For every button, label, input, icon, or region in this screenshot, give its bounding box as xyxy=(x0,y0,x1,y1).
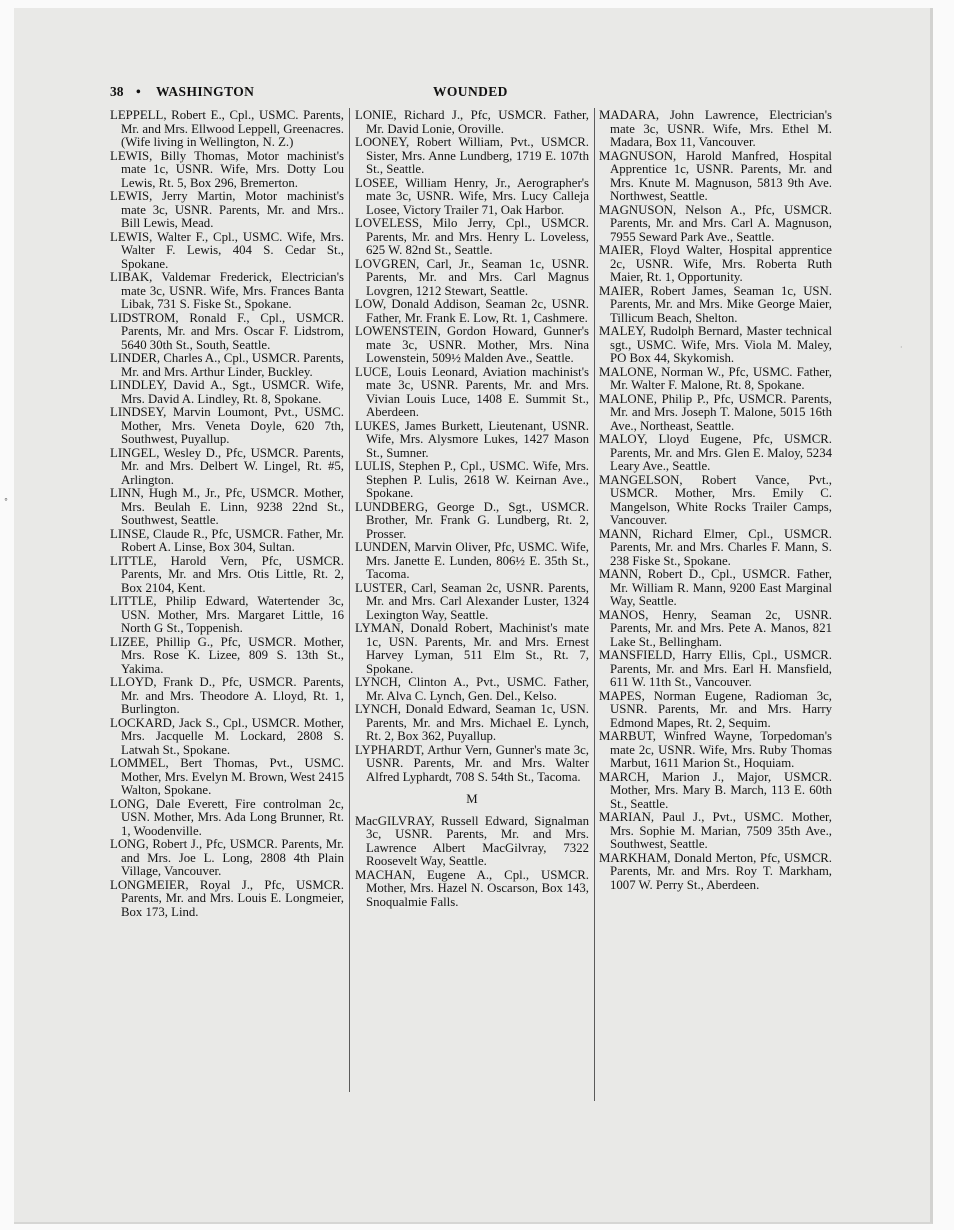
casualty-entry: MALONE, Philip P., Pfc, USMCR. Parents, Mr. and Mrs. Joseph T. Malone, 5015 16th Ave., Northeast, Seattle. xyxy=(599,391,832,433)
casualty-entry: LITTLE, Harold Vern, Pfc, USMCR. Parents, Mr. and Mrs. Otis Little, Rt. 2, Box 2104, Kent. xyxy=(110,553,344,595)
column-divider xyxy=(594,108,595,1101)
casualty-entry: MAIER, Robert James, Seaman 1c, USN. Parents, Mr. and Mrs. Mike George Maier, Tillicum Beach, Shelton. xyxy=(599,283,832,325)
scan-speck: ° xyxy=(4,497,8,506)
column-divider xyxy=(349,108,350,1092)
casualty-entry: LINDLEY, David A., Sgt., USMCR. Wife, Mrs. David A. Lindley, Rt. 8, Spokane. xyxy=(110,378,344,406)
casualty-entry: MANN, Richard Elmer, Cpl., USMCR. Parents, Mr. and Mrs. Charles F. Mann, S. 238 Fiske St., Spokane. xyxy=(599,526,832,568)
column-2 xyxy=(355,109,589,909)
casualty-entry: LINSE, Claude R., Pfc, USMCR. Father, Mr. Robert A. Linse, Box 304, Sultan. xyxy=(110,526,344,554)
page-header xyxy=(110,84,832,102)
casualty-entry: MANSFIELD, Harry Ellis, Cpl., USMCR. Parents, Mr. and Mrs. Earl H. Mansfield, 611 W. 11th St., Vancouver. xyxy=(599,648,832,689)
casualty-entry: MAPES, Norman Eugene, Radioman 3c, USNR. Parents, Mr. and Mrs. Harry Edmond Mapes, Rt. 2, Sequim. xyxy=(599,688,832,730)
section-title: WOUNDED xyxy=(433,84,508,99)
column-1 xyxy=(110,109,344,919)
casualty-entry: MARBUT, Winfred Wayne, Torpedoman's mate 2c, USNR. Wife, Mrs. Ruby Thomas Marbut, 1611 Marion St., Hoquiam. xyxy=(599,729,832,770)
header-bullet: • xyxy=(136,84,141,99)
casualty-entry: MALONE, Norman W., Pfc, USMC. Father, Mr. Walter F. Malone, Rt. 8, Spokane. xyxy=(599,364,832,392)
casualty-entry: MALEY, Rudolph Bernard, Master technical sgt., USMC. Wife, Mrs. Viola M. Maley, PO Box 44, Skykomish. xyxy=(599,324,832,365)
casualty-entry: LOMMEL, Bert Thomas, Pvt., USMC. Mother, Mrs. Evelyn M. Brown, West 2415 Walton, Spokane. xyxy=(110,756,344,797)
casualty-entry: LEWIS, Billy Thomas, Motor machinist's mate 1c, USNR. Wife, Mrs. Dotty Lou Lewis, Rt. 5, Box 296, Bremerton. xyxy=(110,148,344,190)
casualty-entry: MADARA, John Lawrence, Electrician's mate 3c, USNR. Wife, Mrs. Ethel M. Madara, Box 11, Vancouver. xyxy=(599,108,832,149)
casualty-entry: LYPHARDT, Arthur Vern, Gunner's mate 3c, USNR. Parents, Mr. and Mrs. Walter Alfred Lyphardt, 708 S. 54th St., Tacoma. xyxy=(355,742,589,784)
casualty-entry: MARKHAM, Donald Merton, Pfc, USMCR. Parents, Mr. and Mrs. Roy T. Markham, 1007 W. Perry St., Aberdeen. xyxy=(599,850,832,892)
casualty-entry: LIZEE, Phillip G., Pfc, USMCR. Mother, Mrs. Rose K. Lizee, 809 S. 13th St., Yakima. xyxy=(110,634,344,676)
casualty-entry: MARIAN, Paul J., Pvt., USMC. Mother, Mrs. Sophie M. Marian, 7509 35th Ave., Southwest, Seattle. xyxy=(599,810,832,851)
casualty-entry: LONG, Dale Everett, Fire controlman 2c, USN. Mother, Mrs. Ada Long Brunner, Rt. 1, Woodenville. xyxy=(110,796,344,838)
casualty-entry: LOSEE, William Henry, Jr., Aerographer's mate 3c, USNR. Wife, Mrs. Lucy Calleja Losee, Victory Trailer 71, Oak Harbor. xyxy=(355,175,589,217)
casualty-entry: LIBAK, Valdemar Frederick, Electrician's mate 3c, USNR. Wife, Mrs. Frances Banta Libak, 731 S. Fiske St., Spokane. xyxy=(110,270,344,311)
casualty-entry: LITTLE, Philip Edward, Watertender 3c, USN. Mother, Mrs. Margaret Little, 16 North G St., Toppenish. xyxy=(110,594,344,635)
casualty-entry: MALOY, Lloyd Eugene, Pfc, USMCR. Parents, Mr. and Mrs. Glen E. Maloy, 5234 Leary Ave., Seattle. xyxy=(599,432,832,473)
casualty-entry: LINGEL, Wesley D., Pfc, USMCR. Parents, Mr. and Mrs. Delbert W. Lingel, Rt. #5, Arlington. xyxy=(110,445,344,487)
page-number: 38 xyxy=(110,84,124,99)
casualty-entry: LOVELESS, Milo Jerry, Cpl., USMCR. Parents, Mr. and Mrs. Henry L. Loveless, 625 W. 82nd St., Seattle. xyxy=(355,216,589,257)
casualty-entry: LOWENSTEIN, Gordon Howard, Gunner's mate 3c, USNR. Mother, Mrs. Nina Lowenstein, 509½ Malden Ave., Seattle. xyxy=(355,324,589,365)
casualty-entry: LUNDBERG, George D., Sgt., USMCR. Brother, Mr. Frank G. Lundberg, Rt. 2, Prosser. xyxy=(355,499,589,541)
casualty-entry: MANGELSON, Robert Vance, Pvt., USMCR. Mother, Mrs. Emily C. Mangelson, White Rocks Trailer Camps, Vancouver. xyxy=(599,472,832,527)
casualty-entry: LINN, Hugh M., Jr., Pfc, USMCR. Mother, Mrs. Beulah E. Linn, 9238 22nd St., Southwest, Seattle. xyxy=(110,486,344,527)
casualty-entry: LOONEY, Robert William, Pvt., USMCR. Sister, Mrs. Anne Lundberg, 1719 E. 107th St., Seattle. xyxy=(355,135,589,176)
casualty-entry: LYNCH, Clinton A., Pvt., USMC. Father, Mr. Alva C. Lynch, Gen. Del., Kelso. xyxy=(355,675,589,703)
casualty-entry: MANN, Robert D., Cpl., USMCR. Father, Mr. William R. Mann, 9200 East Marginal Way, Seattle. xyxy=(599,567,832,608)
column-3 xyxy=(599,109,832,892)
casualty-entry: LINDSEY, Marvin Loumont, Pvt., USMC. Mother, Mrs. Veneta Doyle, 620 7th, Southwest, Puyallup. xyxy=(110,405,344,446)
casualty-entry: MARCH, Marion J., Major, USMCR. Mother, Mrs. Mary B. March, 113 E. 60th St., Seattle. xyxy=(599,769,832,811)
casualty-entry: LONIE, Richard J., Pfc, USMCR. Father, Mr. David Lonie, Oroville. xyxy=(355,108,589,136)
casualty-entry: MANOS, Henry, Seaman 2c, USNR. Parents, Mr. and Mrs. Pete A. Manos, 821 Lake St., Bellingham. xyxy=(599,607,832,649)
casualty-entry: LOCKARD, Jack S., Cpl., USMCR. Mother, Mrs. Jacquelle M. Lockard, 2808 S. Latwah St., Spokane. xyxy=(110,715,344,757)
casualty-entry: LINDER, Charles A., Cpl., USMCR. Parents, Mr. and Mrs. Arthur Linder, Buckley. xyxy=(110,351,344,379)
casualty-entry: MACHAN, Eugene A., Cpl., USMCR. Mother, Mrs. Hazel N. Oscarson, Box 143, Snoqualmie Falls. xyxy=(355,867,589,909)
state-title: WASHINGTON xyxy=(156,84,255,99)
casualty-entry: LEPPELL, Robert E., Cpl., USMC. Parents, Mr. and Mrs. Ellwood Leppell, Greenacres. (Wife living in Wellington, N. Z.) xyxy=(110,108,344,149)
casualty-entry: LLOYD, Frank D., Pfc, USMCR. Parents, Mr. and Mrs. Theodore A. Lloyd, Rt. 1, Burlington. xyxy=(110,675,344,716)
casualty-entry: LOW, Donald Addison, Seaman 2c, USNR. Father, Mr. Frank E. Low, Rt. 1, Cashmere. xyxy=(355,297,589,325)
casualty-entry: LEWIS, Jerry Martin, Motor machinist's mate 3c, USNR. Parents, Mr. and Mrs.. Bill Lewis, Mead. xyxy=(110,189,344,230)
scan-speck: · xyxy=(900,343,903,352)
casualty-entry: LUCE, Louis Leonard, Aviation machinist's mate 3c, USNR. Parents, Mr. and Mrs. Vivian Louis Luce, 1408 E. Summit St., Aberdeen. xyxy=(355,364,589,419)
casualty-entry: LYNCH, Donald Edward, Seaman 1c, USN. Parents, Mr. and Mrs. Michael E. Lynch, Rt. 2, Box 362, Puyallup. xyxy=(355,702,589,743)
casualty-entry: LIDSTROM, Ronald F., Cpl., USMCR. Parents, Mr. and Mrs. Oscar F. Lidstrom, 5640 30th St., South, Seattle. xyxy=(110,310,344,352)
casualty-entry: LONGMEIER, Royal J., Pfc, USMCR. Parents, Mr. and Mrs. Louis E. Longmeier, Box 173, Lind. xyxy=(110,877,344,919)
casualty-entry: MAGNUSON, Nelson A., Pfc, USMCR. Parents, Mr. and Mrs. Carl A. Magnuson, 7955 Seward Park Ave., Seattle. xyxy=(599,202,832,244)
casualty-entry: LULIS, Stephen P., Cpl., USMC. Wife, Mrs. Stephen P. Lulis, 2618 W. Keirnan Ave., Spokane. xyxy=(355,459,589,500)
casualty-entry: MAIER, Floyd Walter, Hospital apprentice 2c, USNR. Wife, Mrs. Roberta Ruth Maier, Rt. 1, Opportunity. xyxy=(599,243,832,284)
casualty-entry: LOVGREN, Carl, Jr., Seaman 1c, USNR. Parents, Mr. and Mrs. Carl Magnus Lovgren, 1212 Stewart, Seattle. xyxy=(355,256,589,298)
casualty-entry: LUNDEN, Marvin Oliver, Pfc, USMC. Wife, Mrs. Janette E. Lunden, 806½ E. 35th St., Tacoma. xyxy=(355,540,589,581)
casualty-entry: LUSTER, Carl, Seaman 2c, USNR. Parents, Mr. and Mrs. Carl Alexander Luster, 1324 Lexington Way, Seattle. xyxy=(355,580,589,622)
casualty-entry: MAGNUSON, Harold Manfred, Hospital Apprentice 1c, USNR. Parents, Mr. and Mrs. Knute M. Magnuson, 5813 9th Ave. Northwest, Seattle. xyxy=(599,148,832,203)
casualty-entry: LONG, Robert J., Pfc, USMCR. Parents, Mr. and Mrs. Joe L. Long, 2808 4th Plain Village, Vancouver. xyxy=(110,837,344,878)
casualty-entry: LYMAN, Donald Robert, Machinist's mate 1c, USN. Parents, Mr. and Mrs. Ernest Harvey Lyman, 511 Elm St., Rt. 7, Spokane. xyxy=(355,621,589,676)
letter-heading: M xyxy=(466,792,478,806)
casualty-entry: LUKES, James Burkett, Lieutenant, USNR. Wife, Mrs. Alysmore Lukes, 1427 Mason St., Sumner. xyxy=(355,418,589,460)
casualty-entry: MacGILVRAY, Russell Edward, Signalman 3c, USNR. Parents, Mr. and Mrs. Lawrence Albert MacGilvray, 7322 Roosevelt Way, Seattle. xyxy=(355,813,589,868)
casualty-entry: LEWIS, Walter F., Cpl., USMC. Wife, Mrs. Walter F. Lewis, 404 S. Cedar St., Spokane. xyxy=(110,229,344,271)
